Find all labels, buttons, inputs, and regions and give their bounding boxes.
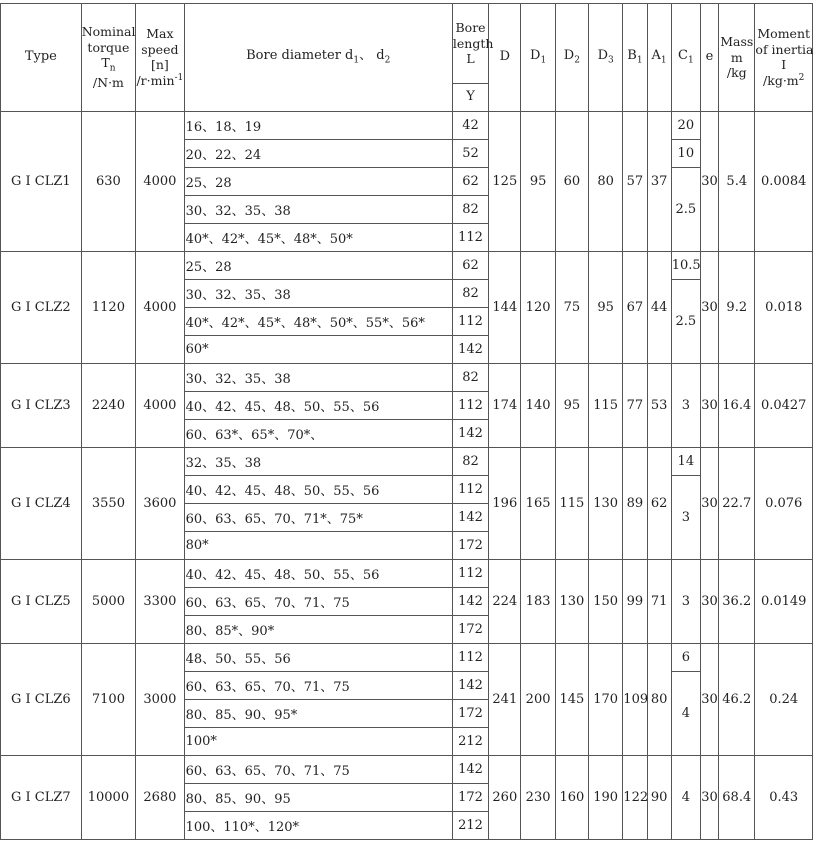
header-torque: Nominal torque $T_n$ /N·m — [81, 4, 135, 112]
header-D2: $D_2$ — [555, 4, 588, 112]
bore-diameter-cell: 32、35、38 — [184, 448, 452, 476]
bore-length-cell: 142 — [452, 672, 488, 700]
torque-cell: 5000 — [81, 560, 135, 644]
bore-diameter-cell: 20、22、24 — [184, 140, 452, 168]
bore-length-cell: 112 — [452, 560, 488, 588]
inertia-cell: 0.0427 — [755, 364, 813, 448]
header-e: e — [700, 4, 718, 112]
speed-cell: 4000 — [136, 112, 184, 252]
bore-diameter-cell: 60、63、65、70、71*、75* — [184, 504, 452, 532]
bore-diameter-cell: 40、42、45、48、50、55、56 — [184, 476, 452, 504]
bore-diameter-cell: 60、63、65、70、71、75 — [184, 588, 452, 616]
d1-cell: 200 — [521, 644, 555, 756]
c1-cell: 3 — [671, 560, 700, 644]
inertia-cell: 0.0084 — [755, 112, 813, 252]
bore-diameter-cell: 30、32、35、38 — [184, 364, 452, 392]
bore-diameter-cell: 40、42、45、48、50、55、56 — [184, 560, 452, 588]
header-bore-length-y: Y — [452, 84, 488, 112]
header-B1: $B_1$ — [623, 4, 647, 112]
mass-cell: 9.2 — [719, 252, 755, 364]
d3-cell: 150 — [589, 560, 623, 644]
table-row — [1, 560, 813, 588]
mass-cell: 36.2 — [719, 560, 755, 644]
bore-length-cell: 112 — [452, 392, 488, 420]
d3-cell: 95 — [589, 252, 623, 364]
b1-cell: 89 — [623, 448, 647, 560]
bore-length-cell: 112 — [452, 224, 488, 252]
speed-cell: 2680 — [136, 756, 184, 840]
table-row — [1, 112, 813, 140]
bore-length-cell: 142 — [452, 588, 488, 616]
c1-cell: 3 — [671, 476, 700, 560]
b1-cell: 77 — [623, 364, 647, 448]
c1-cell: 20 — [671, 112, 700, 140]
mass-cell: 68.4 — [719, 756, 755, 840]
bore-diameter-cell: 40*、42*、45*、48*、50* — [184, 224, 452, 252]
c1-cell: 14 — [671, 448, 700, 476]
d2-cell: 145 — [555, 644, 588, 756]
d1-cell: 120 — [521, 252, 555, 364]
table-row — [1, 756, 813, 784]
d-cell: 224 — [489, 560, 521, 644]
d1-cell: 165 — [521, 448, 555, 560]
e-cell: 30 — [700, 644, 718, 756]
header-speed: Max speed [n] $/r\cdot\min^{-1}$ — [136, 4, 184, 112]
bore-length-cell: 52 — [452, 140, 488, 168]
speed-cell: 4000 — [136, 252, 184, 364]
e-cell: 30 — [700, 560, 718, 644]
bore-length-cell: 172 — [452, 616, 488, 644]
bore-length-cell: 82 — [452, 364, 488, 392]
c1-cell: 2.5 — [671, 168, 700, 252]
torque-cell: 7100 — [81, 644, 135, 756]
spec-table-body — [1, 112, 813, 840]
d2-cell: 75 — [555, 252, 588, 364]
b1-cell: 99 — [623, 560, 647, 644]
a1-cell: 90 — [647, 756, 671, 840]
d-cell: 260 — [489, 756, 521, 840]
mass-cell: 22.7 — [719, 448, 755, 560]
d3-cell: 130 — [589, 448, 623, 560]
bore-length-cell: 142 — [452, 420, 488, 448]
inertia-cell: 0.018 — [755, 252, 813, 364]
table-row — [1, 644, 813, 672]
d-cell: 144 — [489, 252, 521, 364]
d1-cell: 95 — [521, 112, 555, 252]
inertia-cell: 0.0149 — [755, 560, 813, 644]
bore-diameter-cell: 40、42、45、48、50、55、56 — [184, 392, 452, 420]
d2-cell: 115 — [555, 448, 588, 560]
type-cell: G I CLZ4 — [1, 448, 82, 560]
header-inertia: Moment of inertia I $/kg\cdot m^2$ — [755, 4, 813, 112]
bore-length-cell: 172 — [452, 700, 488, 728]
bore-diameter-cell: 60* — [184, 336, 452, 364]
torque-cell: 10000 — [81, 756, 135, 840]
header-C1: $C_1$ — [671, 4, 700, 112]
bore-diameter-cell: 40*、42*、45*、48*、50*、55*、56* — [184, 308, 452, 336]
speed-cell: 4000 — [136, 364, 184, 448]
a1-cell: 71 — [647, 560, 671, 644]
bore-diameter-cell: 25、28 — [184, 252, 452, 280]
bore-diameter-cell: 60、63、65、70、71、75 — [184, 756, 452, 784]
bore-diameter-cell: 60、63*、65*、70*、 — [184, 420, 452, 448]
c1-cell: 3 — [671, 364, 700, 448]
header-bore-length: Bore length L — [452, 4, 488, 84]
d3-cell: 190 — [589, 756, 623, 840]
table-row — [1, 252, 813, 280]
c1-cell: 4 — [671, 756, 700, 840]
coupling-spec-table — [0, 3, 813, 840]
table-row — [1, 448, 813, 476]
bore-length-cell: 172 — [452, 784, 488, 812]
type-cell: G I CLZ1 — [1, 112, 82, 252]
d3-cell: 170 — [589, 644, 623, 756]
d2-cell: 160 — [555, 756, 588, 840]
bore-diameter-cell: 48、50、55、56 — [184, 644, 452, 672]
header-D1: $D_1$ — [521, 4, 555, 112]
bore-length-cell: 142 — [452, 336, 488, 364]
header-D: D — [489, 4, 521, 112]
d2-cell: 130 — [555, 560, 588, 644]
table-row — [1, 364, 813, 392]
c1-cell: 6 — [671, 644, 700, 672]
mass-cell: 46.2 — [719, 644, 755, 756]
bore-length-cell: 112 — [452, 308, 488, 336]
d3-cell: 80 — [589, 112, 623, 252]
a1-cell: 62 — [647, 448, 671, 560]
bore-length-cell: 142 — [452, 756, 488, 784]
bore-length-cell: 212 — [452, 812, 488, 840]
e-cell: 30 — [700, 756, 718, 840]
bore-length-cell: 212 — [452, 728, 488, 756]
bore-diameter-cell: 30、32、35、38 — [184, 196, 452, 224]
bore-length-cell: 82 — [452, 448, 488, 476]
a1-cell: 44 — [647, 252, 671, 364]
c1-cell: 10 — [671, 140, 700, 168]
header-bore-diameter: Bore diameter $d_1$、 $d_2$ — [184, 4, 452, 112]
torque-cell: 1120 — [81, 252, 135, 364]
header-mass: Mass m /kg — [719, 4, 755, 112]
bore-length-cell: 82 — [452, 196, 488, 224]
e-cell: 30 — [700, 448, 718, 560]
bore-length-cell: 112 — [452, 644, 488, 672]
bore-length-cell: 142 — [452, 504, 488, 532]
b1-cell: 57 — [623, 112, 647, 252]
inertia-cell: 0.43 — [755, 756, 813, 840]
b1-cell: 67 — [623, 252, 647, 364]
d1-cell: 230 — [521, 756, 555, 840]
inertia-cell: 0.076 — [755, 448, 813, 560]
type-cell: G I CLZ7 — [1, 756, 82, 840]
c1-cell: 2.5 — [671, 280, 700, 364]
bore-length-cell: 112 — [452, 476, 488, 504]
speed-cell: 3000 — [136, 644, 184, 756]
bore-diameter-cell: 30、32、35、38 — [184, 280, 452, 308]
d-cell: 196 — [489, 448, 521, 560]
bore-diameter-cell: 100* — [184, 728, 452, 756]
d1-cell: 183 — [521, 560, 555, 644]
type-cell: G I CLZ3 — [1, 364, 82, 448]
inertia-cell: 0.24 — [755, 644, 813, 756]
e-cell: 30 — [700, 364, 718, 448]
e-cell: 30 — [700, 252, 718, 364]
torque-cell: 2240 — [81, 364, 135, 448]
speed-cell: 3300 — [136, 560, 184, 644]
bore-length-cell: 172 — [452, 532, 488, 560]
bore-length-cell: 82 — [452, 280, 488, 308]
bore-length-cell: 42 — [452, 112, 488, 140]
b1-cell: 109 — [623, 644, 647, 756]
d1-cell: 140 — [521, 364, 555, 448]
d3-cell: 115 — [589, 364, 623, 448]
bore-diameter-cell: 16、18、19 — [184, 112, 452, 140]
d-cell: 174 — [489, 364, 521, 448]
bore-diameter-cell: 25、28 — [184, 168, 452, 196]
d2-cell: 95 — [555, 364, 588, 448]
a1-cell: 37 — [647, 112, 671, 252]
mass-cell: 5.4 — [719, 112, 755, 252]
type-cell: G I CLZ5 — [1, 560, 82, 644]
type-cell: G I CLZ6 — [1, 644, 82, 756]
bore-diameter-cell: 60、63、65、70、71、75 — [184, 672, 452, 700]
c1-cell: 4 — [671, 672, 700, 756]
header-D3: $D_3$ — [589, 4, 623, 112]
c1-cell: 10.5 — [671, 252, 700, 280]
bore-diameter-cell: 100、110*、120* — [184, 812, 452, 840]
torque-cell: 3550 — [81, 448, 135, 560]
e-cell: 30 — [700, 112, 718, 252]
d-cell: 241 — [489, 644, 521, 756]
bore-diameter-cell: 80、85、90、95 — [184, 784, 452, 812]
type-cell: G I CLZ2 — [1, 252, 82, 364]
d2-cell: 60 — [555, 112, 588, 252]
a1-cell: 53 — [647, 364, 671, 448]
a1-cell: 80 — [647, 644, 671, 756]
bore-diameter-cell: 80、85*、90* — [184, 616, 452, 644]
bore-diameter-cell: 80、85、90、95* — [184, 700, 452, 728]
bore-length-cell: 62 — [452, 252, 488, 280]
b1-cell: 122 — [623, 756, 647, 840]
header-A1: $A_1$ — [647, 4, 671, 112]
d-cell: 125 — [489, 112, 521, 252]
bore-diameter-cell: 80* — [184, 532, 452, 560]
torque-cell: 630 — [81, 112, 135, 252]
mass-cell: 16.4 — [719, 364, 755, 448]
header-type: Type — [1, 4, 82, 112]
speed-cell: 3600 — [136, 448, 184, 560]
bore-length-cell: 62 — [452, 168, 488, 196]
